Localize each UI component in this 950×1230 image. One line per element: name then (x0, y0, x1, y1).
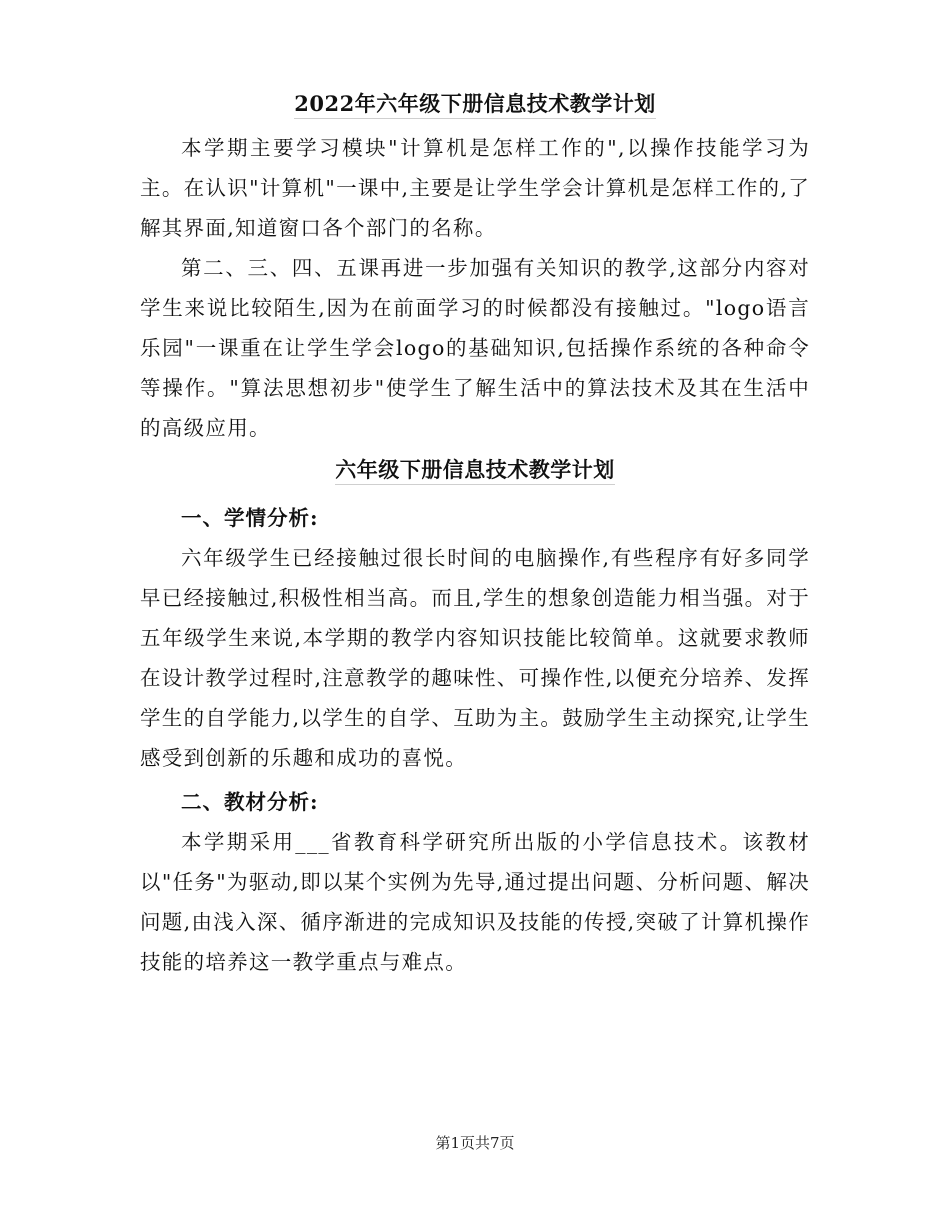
document-title (140, 88, 810, 128)
page-number-footer: 第1页共7页 (435, 1134, 515, 1152)
intro-paragraph-1: 本学期主要学习模块"计算机是怎样工作的",以操作技能学习为主。在认识"计算机"一课中,主要是让学生学会计算机是怎样工作的,了解其界面,知道窗口各个部门的名称。 (140, 136, 810, 240)
document-title-text: 2022年六年级下册信息技术教学计划 (294, 91, 655, 119)
document-body (140, 88, 810, 982)
heading-student-analysis: 一、学情分析: (181, 506, 319, 530)
section-title (140, 454, 810, 494)
student-analysis-paragraph: 六年级学生已经接触过很长时间的电脑操作,有些程序有好多同学早已经接触过,积极性相当高。而且,学生的想象创造能力相当强。对于五年级学生来说,本学期的教学内容知识技能比较简单。这就要求教师在设计教学过程时,注意教学的趣味性、可操作性,以便充分培养、发挥学生的自学能力,以学生的自学、互助为主。鼓励学生主动探究,让学生感受到创新的乐趣和成功的喜悦。 (140, 546, 810, 770)
section-title-text: 六年级下册信息技术教学计划 (335, 457, 615, 485)
intro-paragraph-2: 第二、三、四、五课再进一步加强有关知识的教学,这部分内容对学生来说比较陌生,因为在前面学习的时候都没有接触过。"logo语言乐园"一课重在让学生学会logo的基础知识,包括操作系统的各种命令等操作。"算法思想初步"使学生了解生活中的算法技术及其在生活中的高级应用。 (140, 256, 810, 440)
heading-textbook-analysis: 二、教材分析: (181, 790, 319, 814)
textbook-analysis-paragraph: 本学期采用___省教育科学研究所出版的小学信息技术。该教材以"任务"为驱动,即以某个实例为先导,通过提出问题、分析问题、解决问题,由浅入深、循序渐进的完成知识及技能的传授,突破了计算机操作技能的培养这一教学重点与难点。 (140, 830, 810, 974)
